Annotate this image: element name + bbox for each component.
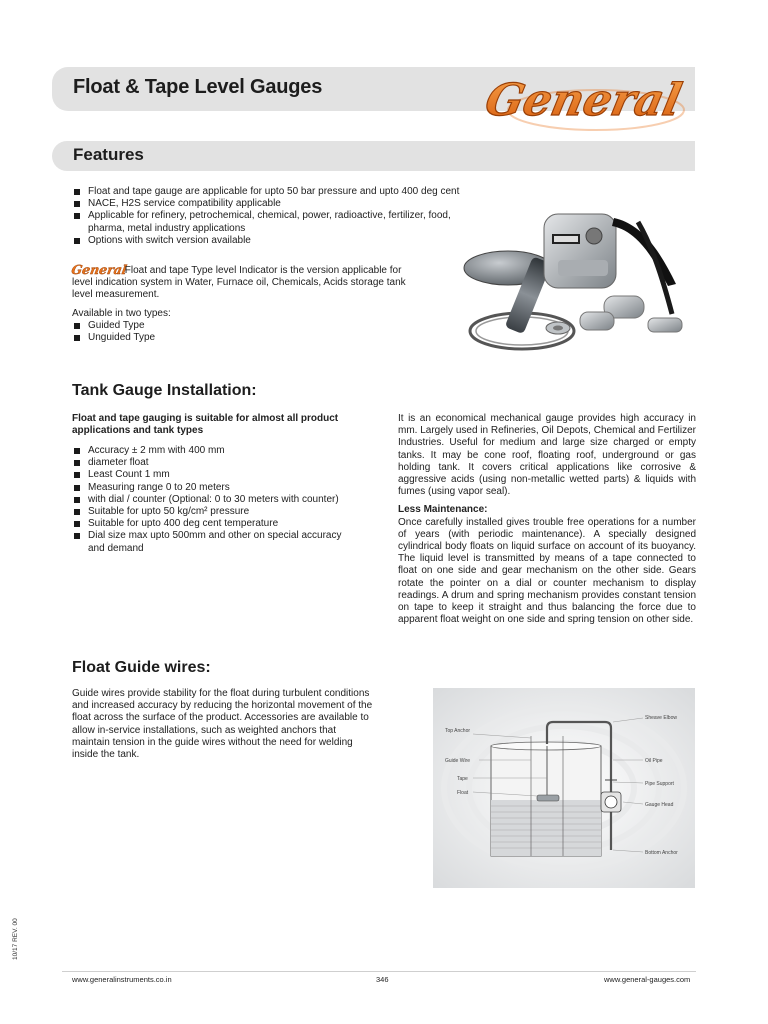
tank-installation-diagram: [433, 688, 695, 888]
footer-website-right[interactable]: www.general-gauges.com: [604, 975, 691, 984]
list-item: Applicable for refinery, petrochemical, chemical, power, radioactive, fertilizer, food, pharma, metal industry applications: [72, 210, 462, 234]
features-heading: Features: [73, 145, 144, 164]
list-item: Dial size max upto 500mm and other on special accuracy and demand: [72, 530, 372, 554]
list-item: Suitable for upto 400 deg cent temperature: [72, 518, 372, 530]
label-pipe-support: Pipe Support: [645, 781, 674, 787]
list-item: Suitable for upto 50 kg/cm² pressure: [72, 506, 372, 518]
general-small-logo: [70, 262, 129, 277]
label-bottom-anchor: Bottom Anchor: [645, 850, 678, 856]
list-item: NACE, H2S service compatibility applicable: [72, 198, 462, 210]
label-oil-pipe: Oil Pipe: [645, 758, 663, 764]
guide-wires-heading: Float Guide wires:: [72, 659, 211, 676]
list-item: Float and tape gauge are applicable for upto 50 bar pressure and upto 400 deg cent: [72, 186, 462, 198]
label-tape: Tape: [457, 776, 468, 782]
list-item: Guided Type: [72, 320, 372, 332]
svg-text:General: General: [70, 262, 129, 277]
page-title: Float & Tape Level Gauges: [73, 76, 323, 98]
page-number: 346: [376, 975, 389, 984]
list-item: Options with switch version available: [72, 235, 462, 247]
list-item: Least Count 1 mm: [72, 469, 372, 481]
tank-specs-list: [72, 445, 372, 555]
svg-text:General: General: [480, 74, 686, 126]
product-photo: [462, 196, 696, 352]
tank-description: It is an economical mechanical gauge provides high accuracy in mm. Largely used in Refineries, Oil Depots, Chemical and Fertilizer Industries. Useful for medium and large size charged or empty tanks. It may be cone roof, floating roof, underground or gas holding tank. It covers critical applications like corrosive & aggressive acids (using non-metallic wetted parts) & liquids with fumes (using vapor seal).: [398, 413, 696, 498]
tank-lead-text: Float and tape gauging is suitable for almost all product applications and tank types: [72, 413, 339, 437]
tank-installation-heading: Tank Gauge Installation:: [72, 382, 257, 399]
revision-label: 10/17 REV. 00: [12, 918, 19, 960]
label-guide-wire: Guide Wire: [445, 758, 471, 764]
types-intro: Available in two types:: [72, 308, 171, 319]
footer-divider: [62, 971, 696, 972]
features-band: [52, 141, 695, 171]
list-item: Accuracy ± 2 mm with 400 mm: [72, 445, 372, 457]
label-gauge-head: Gauge Head: [645, 802, 674, 808]
types-block: [72, 308, 372, 345]
list-item: diameter float: [72, 457, 372, 469]
label-sheave-elbow: Sheave Elbow: [645, 715, 677, 721]
less-maintenance-text: Once carefully installed gives trouble free operations for a number of years (with periodic maintenance). A specially designed cylindrical body floats on liquid surface on account of its buoyancy. The liquid level is transmitted by means of a tape connected to float on one side and gear mechanism on the other side. Gears rotate the pointer on a dial or counter mechanism to display readings. A drum and spring mechanism provides constant tension on tape to keep it straight and thus balancing the force due to apparent float weight on one side and spring tension on other side.: [398, 516, 696, 626]
list-item: Measuring range 0 to 20 meters: [72, 482, 372, 494]
label-float: Float: [457, 790, 469, 796]
tank-description-column: [398, 413, 696, 626]
version-paragraph: General Float and tape Type level Indicator is the version applicable for level indication system in Water, Furnace oil, Chemicals, Acids storage tank level measurement.: [70, 262, 406, 301]
list-item: Unguided Type: [72, 332, 372, 344]
label-top-anchor: Top Anchor: [445, 728, 471, 734]
footer-website-left[interactable]: www.generalinstruments.co.in: [72, 975, 172, 984]
general-logo: [480, 55, 686, 145]
features-list: [72, 186, 462, 247]
guide-wires-text: Guide wires provide stability for the float during turbulent conditions and increased accuracy by reducing the horizontal movement of the float across the surface of the product. Accessories are available to allow in-service installations, such as weighted anchors that maintain tension in the guide wires without the need for welding inside the tank.: [72, 688, 373, 761]
list-item: with dial / counter (Optional: 0 to 30 meters with counter): [72, 494, 372, 506]
less-maintenance-heading: Less Maintenance:: [398, 504, 488, 516]
